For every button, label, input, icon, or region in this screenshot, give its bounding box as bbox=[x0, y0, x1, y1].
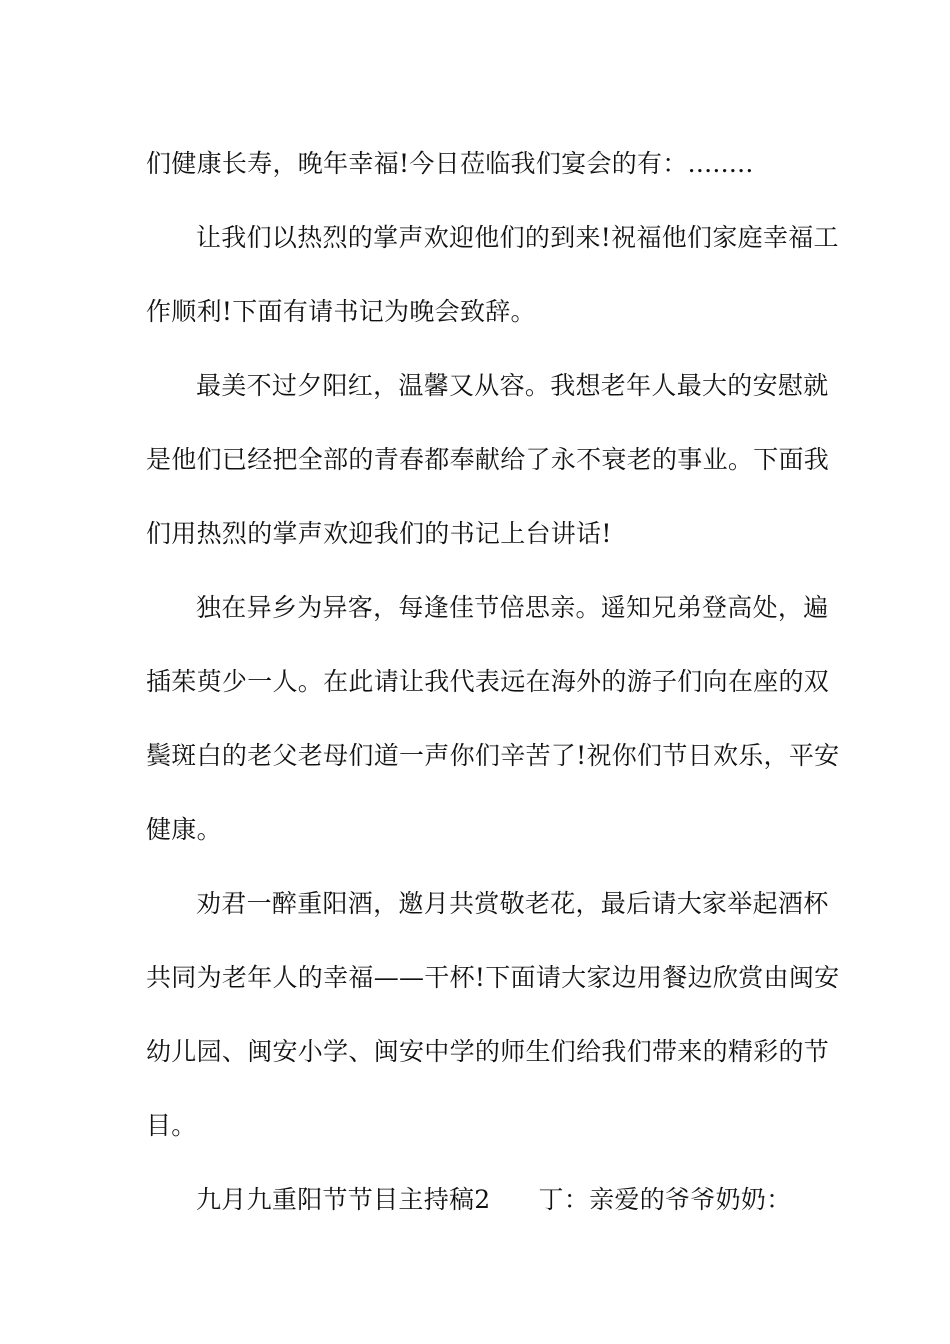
text-line: 劝君一醉重阳酒，邀月共赏敬老花，最后请大家举起酒杯 bbox=[196, 889, 829, 918]
text-line: 作顺利!下面有请书记为晚会致辞。 bbox=[146, 297, 536, 326]
speaker-line: 丁：亲爱的爷爷奶奶： bbox=[538, 1185, 792, 1214]
paragraph-4 bbox=[146, 571, 840, 867]
text-line: 们用热烈的掌声欢迎我们的书记上台讲话! bbox=[146, 519, 612, 548]
text-line: 健康。 bbox=[146, 815, 222, 844]
text-line: 鬓斑白的老父老母们道一声你们辛苦了!祝你们节日欢乐，平安 bbox=[146, 741, 840, 770]
text-line: 幼儿园、闽安小学、闽安中学的师生们给我们带来的精彩的节 bbox=[146, 1037, 830, 1066]
text-line: 们健康长寿，晚年幸福!今日莅临我们宴会的有：........ bbox=[146, 149, 754, 178]
paragraph-5 bbox=[146, 867, 840, 1163]
text-line: 独在异乡为异客，每逢佳节倍思亲。遥知兄弟登高处，遍 bbox=[196, 593, 829, 622]
text-line: 让我们以热烈的掌声欢迎他们的到来!祝福他们家庭幸福工 bbox=[196, 223, 839, 252]
paragraph-2 bbox=[146, 201, 839, 349]
paragraph-final bbox=[146, 1163, 811, 1237]
text-line: 最美不过夕阳红，温馨又从容。我想老年人最大的安慰就 bbox=[196, 371, 829, 400]
text-line: 目。 bbox=[146, 1111, 197, 1140]
document-body bbox=[146, 127, 840, 1237]
text-line: 是他们已经把全部的青春都奉献给了永不衰老的事业。下面我 bbox=[146, 445, 830, 474]
text-line: 插茱萸少一人。在此请让我代表远在海外的游子们向在座的双 bbox=[146, 667, 830, 696]
section-title: 九月九重阳节节目主持稿2 bbox=[196, 1185, 491, 1214]
final-line bbox=[146, 1163, 811, 1237]
paragraph-1 bbox=[146, 127, 811, 201]
paragraph-3 bbox=[146, 349, 830, 571]
text-line: 共同为老年人的幸福——干杯!下面请大家边用餐边欣赏由闽安 bbox=[146, 963, 840, 992]
